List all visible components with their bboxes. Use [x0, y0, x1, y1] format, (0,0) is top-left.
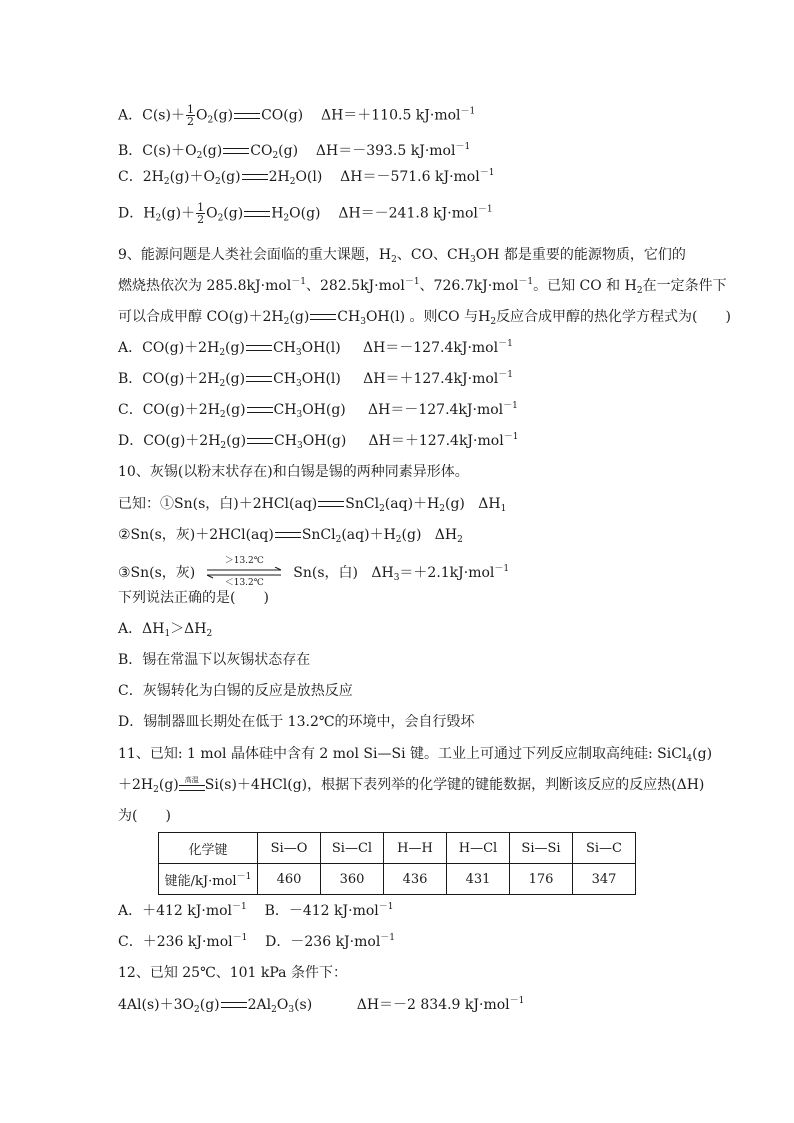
table-header-cell: Si—C: [573, 833, 636, 864]
q10-option-c: C．灰锡转化为白锡的反应是放热反应: [118, 683, 353, 699]
table-cell: 436: [384, 864, 447, 895]
table-header-cell: H—H: [384, 833, 447, 864]
q8-option-a: A．C(s)＋ $\frac{1}{2}$ $O_2(g)$ CO(g) ΔH＝＋110.5 kJ·mol$^{-1}$: [118, 103, 476, 128]
table-row: [159, 833, 636, 864]
table-header-cell: Si—Cl: [321, 833, 384, 864]
q11-options-cd: C．＋236 kJ·mol$^{-1}$ D．－236 kJ·mol$^{-1}$: [118, 933, 396, 950]
table-header-cell: H—Cl: [447, 833, 510, 864]
q10-reaction-2: ②Sn(s，灰)＋2HCl(aq) $SnCl_2(aq)+H_2(g)$ $\Delta H_2$: [118, 527, 463, 545]
q8-option-b: B．$C(s)+O_2(g)$ $CO_2(g)$ ΔH＝－393.5 kJ·mol$^{-1}$: [118, 142, 471, 161]
q9-option-c: C．$CO(g)+2H_2(g)$ $CH_3OH(g)$ ΔH＝－127.4kJ·mol$^{-1}$: [118, 401, 518, 420]
q10-reaction-3: ③Sn(s，灰) ＞13.2℃ ＜13.2℃ Sn(s，白) $\Delta H_3=+2.1kJ\cdot mol^{-1}$: [118, 556, 510, 588]
table-row: [159, 864, 636, 895]
table-cell: 360: [321, 864, 384, 895]
equals-sign: [247, 407, 273, 413]
q11-stem-line3: 为( ): [118, 808, 171, 824]
q10-option-b: B．锡在常温下以灰锡状态存在: [118, 652, 311, 668]
bond-energy-table: [158, 832, 636, 895]
q10-option-a: A．$\Delta H_1>\Delta H_2$: [118, 621, 213, 639]
equals-sign: [221, 1002, 247, 1008]
q11-stem-line2: $+2H_2(g)$ 高温 Si(s)＋4HCl(g)，根据下表列举的化学键的键能数据，判断该反应的反应热(ΔH): [118, 776, 705, 795]
equals-sign: [246, 376, 272, 382]
equals-sign: [246, 345, 272, 351]
q11-stem-line1: 11、已知: 1 mol 晶体硅中含有 2 mol Si—Si 键。工业上可通过下列反应制取高纯硅: SiCl$_4$(g): [118, 746, 713, 764]
q9-stem-line3: 可以合成甲醇 $CO(g)+2H_2(g)$ $CH_3OH(l)$ 。则CO 与$H_2$反应合成甲醇的热化学方程式为( ): [118, 309, 731, 327]
equals-sign: [310, 314, 336, 320]
q10-option-d: D．锡制器皿长期处在低于 13.2℃的环境中，会自行毁坏: [118, 714, 475, 730]
equals-sign: [242, 174, 268, 180]
q8-option-d: D．$H_2(g)+$ $\frac{1}{2}$ $O_2(g)$ $H_2O(g)$ ΔH＝－241.8 kJ·mol$^{-1}$: [118, 201, 493, 226]
q12-equation: $4Al(s)+3O_2(g)$ $2Al_2O_3(s)$ ΔH＝－2 834.9 kJ·mol$^{-1}$: [118, 996, 525, 1015]
equals-sign: [234, 113, 260, 119]
table-cell: 431: [447, 864, 510, 895]
q9-option-d: D．$CO(g)+2H_2(g)$ $CH_3OH(g)$ ΔH＝＋127.4kJ·mol$^{-1}$: [118, 432, 519, 451]
equals-sign: [223, 148, 249, 154]
q10-question: 下列说法正确的是( ): [118, 590, 269, 606]
table-header-cell: 化学键: [159, 833, 258, 864]
q11-options-ab: A．＋412 kJ·mol$^{-1}$ B．－412 kJ·mol$^{-1}$: [118, 902, 394, 919]
high-temp-condition: 高温: [179, 776, 205, 794]
table-cell: 347: [573, 864, 636, 895]
q9-option-a: A．$CO(g)+2H_2(g)$ $CH_3OH(l)$ ΔH＝－127.4kJ·mol$^{-1}$: [118, 339, 513, 358]
q10-reaction-1: 已知：①Sn(s，白)＋2HCl(aq) $SnCl_2(aq)+H_2(g)$ $\Delta H_1$: [118, 496, 507, 514]
q9-option-b: B．$CO(g)+2H_2(g)$ $CH_3OH(l)$ ΔH＝＋127.4kJ·mol$^{-1}$: [118, 370, 513, 389]
q10-stem: 10、灰锡(以粉末状存在)和白锡是锡的两种同素异形体。: [118, 464, 469, 480]
table-row-label: 键能/kJ·mol$^{-1}$: [159, 864, 258, 895]
q8-option-c: C．$2H_2(g)+O_2(g)$ $2H_2O(l)$ ΔH＝－571.6 kJ·mol$^{-1}$: [118, 168, 495, 187]
fraction-one-half: $\frac{1}{2}$: [197, 201, 205, 226]
reversible-arrow: ＞13.2℃ ＜13.2℃: [201, 556, 287, 590]
equals-sign: [318, 501, 344, 507]
q9-stem-line2: 燃烧热依次为 285.8kJ·mol$^{-1}$、282.5kJ·mol$^{-1}$、726.7kJ·mol$^{-1}$。已知 CO 和 $H_2$在一定条件下: [118, 277, 727, 296]
fraction-one-half: $\frac{1}{2}$: [186, 103, 194, 128]
q12-stem: 12、已知 25℃、101 kPa 条件下：: [118, 965, 347, 981]
equals-sign: [247, 438, 273, 444]
table-header-cell: Si—O: [258, 833, 321, 864]
table-header-cell: Si—Si: [510, 833, 573, 864]
equals-sign: [275, 532, 301, 538]
table-cell: 460: [258, 864, 321, 895]
equals-sign: [244, 211, 270, 217]
q9-stem-line1: 9、能源问题是人类社会面临的重大课题，$H_2$、CO、$CH_3OH$ 都是重要的能源物质，它们的: [118, 247, 686, 265]
table-cell: 176: [510, 864, 573, 895]
